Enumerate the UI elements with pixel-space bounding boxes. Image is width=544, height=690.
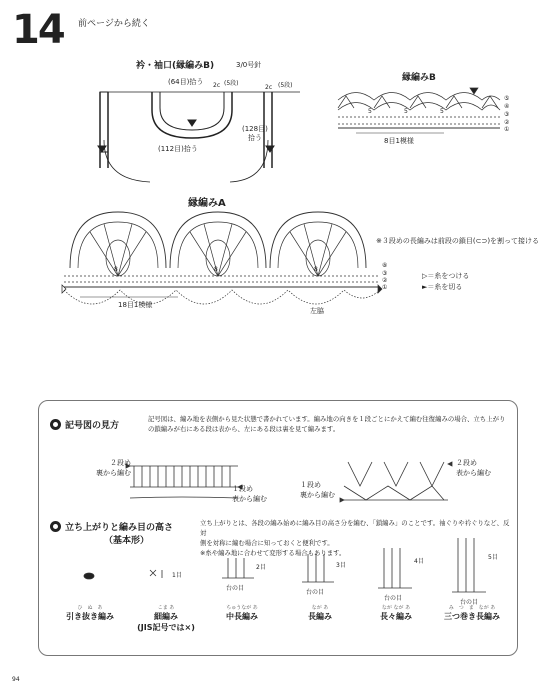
stitch-ruby: ちゅうなが あ [226,605,258,611]
right-row2-label [456,458,491,478]
edging-b-row-2: ② [504,119,510,126]
section-height-title: 立ち上がりと編み目の高さ [65,523,174,533]
stitch-name-sub: (JIS記号では×) [137,623,195,632]
base-label: 台の目 [226,585,245,592]
stitch-name: 長々編み [380,612,412,621]
section-symbol-text-line1: 記号図は、編み地を表側から見た状態で書かれています。編み地の向きを１段ごとにかえて編む往復編みの場合、立ち上がり [148,415,506,423]
edging-a-title: 縁編みA [188,198,226,209]
edging-a-hem: 左脇 [310,307,324,315]
base-label: 台の目 [460,599,479,606]
edging-a-row-3: ③ [382,270,388,277]
cut-yarn-legend: ►＝糸を切る [422,283,463,291]
bullet-icon [50,521,61,532]
bullet-icon [50,419,61,430]
attach-yarn-legend: ▷＝糸をつける [422,272,470,280]
stitch-ruby: ひ ぬ あ [77,605,103,611]
left-row2-label [96,458,131,478]
collar-pick-128: (128目) [242,125,268,133]
left-row1-label [232,484,267,504]
edging-b-row-3: ③ [504,111,510,118]
left-row2: ２段め [110,459,131,467]
left-row1: １段め [232,485,253,493]
collar-title: 衿・袖口(縁編みB) [136,61,215,71]
stitch-label-slip [58,604,122,622]
base-label: 台の目 [306,589,325,596]
collar-hook: 3/0号針 [236,61,262,69]
edging-a-num: 8 [314,266,318,273]
edging-b-num: 5 [440,108,444,115]
collar-pick-64: (64目)拾う [168,78,204,86]
left-row1-dir: 表から編む [232,495,267,503]
page-number: 94 [12,676,20,683]
stitch-label-single [124,604,208,633]
section-symbol-text-line2: の鎖編みが右にある段は表から、左にある段は裏を見て編みます。 [148,425,340,433]
stitch-ruby: こま あ [157,605,175,611]
left-row2-dir: 裏から編む [96,469,131,477]
edging-b-diagram [338,88,500,133]
edging-a-row-2: ② [382,277,388,284]
stitch-label-double [290,604,350,622]
collar-rows-1b: (5段) [224,80,239,87]
section-symbol-reading [50,418,119,431]
edging-b-row-1: ① [504,126,510,133]
row-count-5: 5目 [488,554,498,561]
mid-row1: １段め [300,481,321,489]
section-height-text-line1: 立ち上がりとは、各段の編み始めに編み目の高さ分を編む、「鎖編み」のことです。袖ぐりや衿ぐりなど、反対 [200,519,510,537]
edging-b-num: 5 [404,108,408,115]
row-count-4: 4目 [414,558,424,565]
base-label: 台の目 [384,595,403,602]
collar-rows-2: 2c [265,84,273,91]
stitch-label-half-double [212,604,272,622]
edging-a-note: ※３段めの長編みは前段の鎖目(⊂⊃)を割って接ける [376,237,540,245]
stitch-ruby: なが あ [311,605,329,611]
row-count-3: 3目 [336,562,346,569]
chapter-number: 14 [12,7,64,53]
stitch-ruby: み つ ま なが あ [448,605,496,611]
edging-b-repeat: 8目1模様 [384,137,414,145]
stitch-label-treble [366,604,426,622]
edging-a-row-8: ⑧ [382,262,388,269]
stitch-name: 長編み [308,612,332,621]
edging-a-num: 8 [114,266,118,273]
mid-row1-dir: 裏から編む [300,491,335,499]
edging-b-row-5: ⑤ [504,95,510,102]
section-height [50,520,173,533]
mid-row1-label [300,480,335,500]
right-row2: ２段め [456,459,477,467]
right-row2-dir: 表から編む [456,469,491,477]
stitch-name: 中長編み [226,612,258,621]
collar-pick-112: (112目)拾う [158,145,198,153]
row-count-2: 2目 [256,564,266,571]
collar-pick-128-b: 拾う [248,134,262,142]
collar-diagram [98,92,300,182]
collar-rows-2b: (5段) [278,82,293,89]
section-symbol-text [148,414,510,434]
section-height-text [200,518,512,558]
edging-a-repeat: 18目1模様 [118,301,153,309]
continued-note: 前ページから続く [78,19,150,29]
edging-b-num: 5 [368,108,372,115]
stitch-ruby: なが なが あ [381,605,411,611]
row-count-1: 1目 [172,572,182,579]
edging-b-title: 縁編みB [402,73,436,83]
section-height-sub: （基本形） [104,536,150,546]
stitch-name: 細編み [154,612,178,621]
stitch-name: 三つ巻き長編み [444,612,500,621]
stitch-name: 引き抜き編み [66,612,114,621]
section-height-text-line2: 側を対称に編む場合に知っておくと便利です。 [200,539,334,547]
stitch-label-triple-treble [430,604,514,622]
section-height-text-line3: ※糸や編み地に合わせて変形する場合もあります。 [200,549,346,557]
edging-a-num: 8 [214,266,218,273]
edging-a-row-1: ① [382,284,388,291]
edging-a-diagram [62,212,382,304]
edging-b-row-4: ④ [504,103,510,110]
collar-rows-1: 2c [213,82,221,89]
section-symbol-title: 記号図の見方 [65,421,120,431]
